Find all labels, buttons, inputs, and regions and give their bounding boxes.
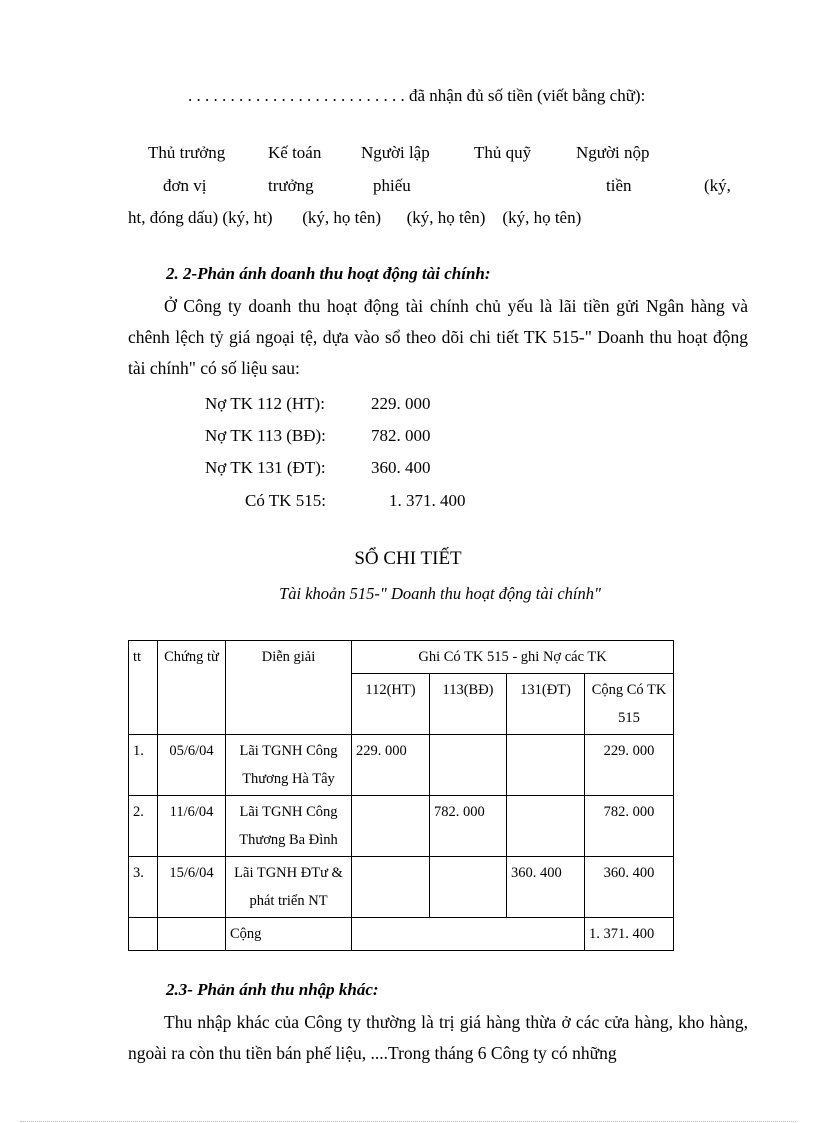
ledger-table: [128, 640, 674, 951]
ledger-title: SỔ CHI TIẾT: [354, 548, 462, 569]
row-tt: 2.: [129, 796, 158, 857]
credit-value-515: 1. 371. 400: [389, 491, 466, 510]
signer-payer-cont: tiền: [606, 176, 632, 195]
page-bottom-rule: [20, 1121, 796, 1122]
row-date: 15/6/04: [158, 857, 226, 918]
row-date: 05/6/04: [158, 735, 226, 796]
row-113: [430, 735, 507, 796]
header-113: 113(BĐ): [430, 674, 507, 735]
signer-chief-accountant: Kế toán: [268, 143, 322, 162]
table-row: [129, 857, 674, 918]
row-desc: Lãi TGNH Công Thương Hà Tây: [226, 735, 352, 796]
row-112: 229. 000: [352, 735, 430, 796]
section-2-2-paragraph: Ở Công ty doanh thu hoạt động tài chính chủ yếu là lãi tiền gửi Ngân hàng và chênh lệch tỷ giá ngoại tệ, dựa vào sổ theo dõi chi tiết TK 515-" Doanh thu hoạt động tài chính" có số liệu sau:: [128, 296, 748, 378]
entry-value-131: 360. 400: [371, 458, 431, 477]
section-2-3-heading: 2.3- Phản ánh thu nhập khác:: [166, 980, 379, 999]
signer-payer: Người nộp: [576, 143, 650, 162]
signer-head-of-unit: Thủ trưởng: [148, 143, 226, 162]
row-131: [507, 735, 585, 796]
header-total: Cộng Có TK 515: [585, 674, 674, 735]
row-desc: Lãi TGNH ĐTư & phát triển NT: [226, 857, 352, 918]
signer-preparer-cont: phiếu: [373, 176, 411, 195]
ledger-subtitle: Tài khoản 515-" Doanh thu hoạt động tài chính": [279, 584, 601, 603]
signer-sign-labels: ht, đóng dấu) (ký, ht) (ký, họ tên) (ký, họ tên) (ký, họ tên): [128, 208, 582, 227]
row-131: 360. 400: [507, 857, 585, 918]
header-tt: tt: [129, 641, 158, 735]
sum-total: 1. 371. 400: [585, 918, 674, 951]
row-tt: 3.: [129, 857, 158, 918]
row-desc: Lãi TGNH Công Thương Ba Đình: [226, 796, 352, 857]
row-date: 11/6/04: [158, 796, 226, 857]
signer-preparer: Người lập: [361, 143, 430, 162]
row-113: 782. 000: [430, 796, 507, 857]
row-113: [430, 857, 507, 918]
section-2-3-paragraph: Thu nhập khác của Công ty thường là trị giá hàng thừa ở các cửa hàng, kho hàng, ngoài ra còn thu tiền bán phế liệu, ....Trong tháng 6 Công ty có những: [128, 1012, 748, 1063]
row-tt: 1.: [129, 735, 158, 796]
header-112: 112(HT): [352, 674, 430, 735]
entry-label-113: Nợ TK 113 (BĐ):: [205, 426, 326, 445]
row-112: [352, 796, 430, 857]
table-row: [129, 796, 674, 857]
signer-sign-note: (ký,: [704, 176, 731, 195]
entry-label-131: Nợ TK 131 (ĐT):: [205, 458, 326, 477]
signer-cashier: Thủ quỹ: [474, 143, 532, 162]
row-total: 229. 000: [585, 735, 674, 796]
sum-label: Cộng: [226, 918, 352, 951]
entry-value-113: 782. 000: [371, 426, 431, 445]
signer-chief-accountant-cont: trưởng: [268, 176, 314, 195]
section-2-2-heading: 2. 2-Phản ánh doanh thu hoạt động tài chính:: [166, 264, 491, 283]
credit-label-515: Có TK 515:: [245, 491, 326, 510]
entry-label-112: Nợ TK 112 (HT):: [205, 394, 325, 413]
header-131: 131(ĐT): [507, 674, 585, 735]
row-112: [352, 857, 430, 918]
table-row-sum: [129, 918, 674, 951]
row-131: [507, 796, 585, 857]
entry-value-112: 229. 000: [371, 394, 431, 413]
receipt-line: . . . . . . . . . . . . . . . . . . . . . . . . . . đã nhận đủ số tiền (viết bằng chữ):: [188, 86, 646, 105]
signer-head-of-unit-cont: đơn vị: [163, 176, 207, 195]
table-row: [129, 735, 674, 796]
row-total: 360. 400: [585, 857, 674, 918]
header-description: Diễn giải: [226, 641, 352, 735]
header-voucher: Chứng từ: [158, 641, 226, 735]
header-group: Ghi Có TK 515 - ghi Nợ các TK: [352, 641, 674, 674]
row-total: 782. 000: [585, 796, 674, 857]
